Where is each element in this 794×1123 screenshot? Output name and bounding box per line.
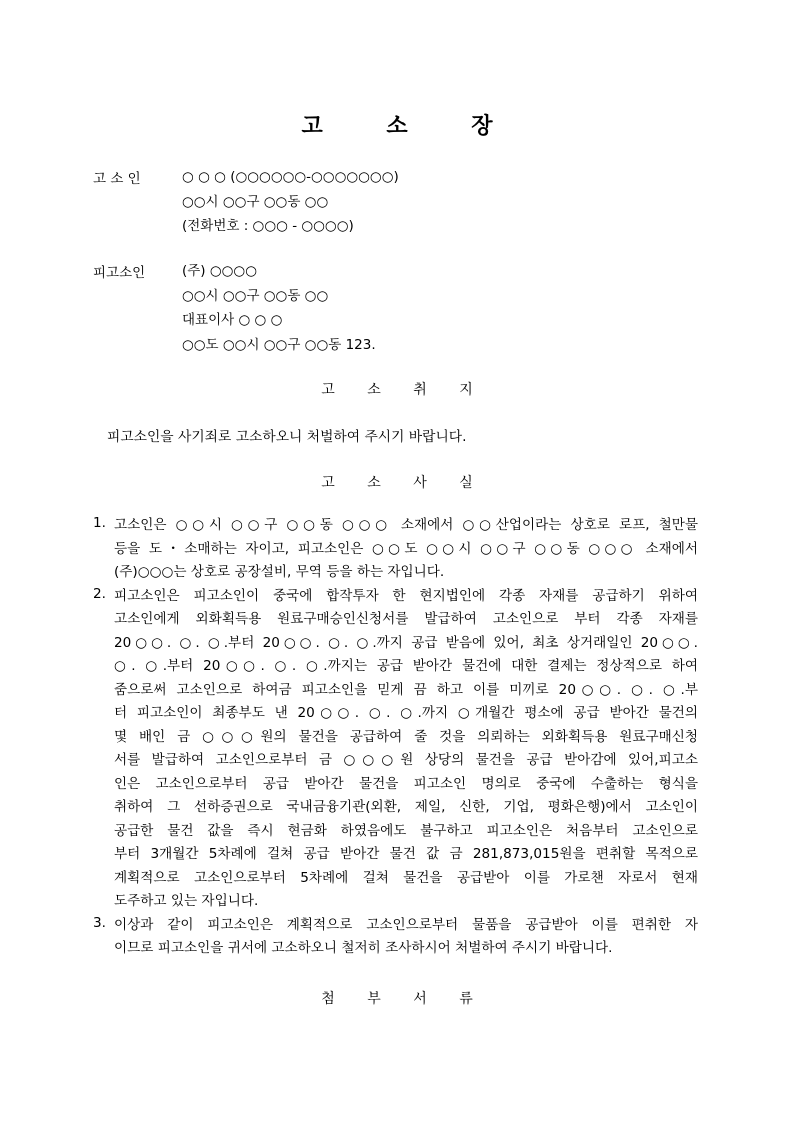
document-title: 고 소 장 [301,114,521,139]
fact-line: 부터 3개월간 5차례에 걸쳐 공급 받아간 물건 값 금 281,873,015원을 편취할 목적으로 [114,846,698,862]
fact-line: 인은 고소인으로부터 공급 받아간 물건을 피고소인 명의로 중국에 수출하는 형식을 [114,775,698,792]
fact-line: 이므로 피고소인을 귀서에 고소하오니 철저히 조사하시어 처벌하여 주시기 바랍니다. [114,940,613,956]
fact-line: 피고소인은 피고소인이 중국에 합작투자 한 현지법인에 각종 자재를 공급하기 위하여 [114,587,698,604]
accused-representative: 대표이사 ○ ○ ○ [182,312,283,328]
complainant-label: 고 소 인 [93,171,141,187]
facts-list [93,515,698,962]
fact-number: 1. [93,515,106,531]
accused-address: ○○시 ○○구 ○○동 ○○ [182,287,329,304]
fact-item-2 [93,586,698,915]
complainant-address: ○○시 ○○구 ○○동 ○○ [182,193,329,210]
fact-line: 등을 도・소매하는 자이고, 피고소인은 ○○도 ○○시 ○○구 ○○동 ○○○ 소재에서 [114,540,698,557]
fact-item-1 [93,515,698,586]
fact-line: 고소인에게 외화획득용 원료구매승인신청서를 발급하여 고소인으로 부터 각종 자재를 [114,611,698,627]
fact-line: 취하여 그 선하증권으로 국내금융기관(외환, 제일, 신한, 기업, 평화은행)에서 고소인이 [114,799,698,815]
fact-line: 공급한 물건 값을 즉시 현금화 하였음에도 불구하고 피고소인은 처음부터 고소인으로 [114,822,698,839]
fact-line: 터 피고소인이 최종부도 낸 20○○. ○. ○.까지 ○개월간 평소에 공급 받아간 물건의 [114,705,698,721]
fact-line: (주)○○○는 상호로 공장설비, 무역 등을 하는 자입니다. [114,564,445,580]
fact-number: 3. [93,914,106,931]
complainant-name: ○ ○ ○ (○○○○○○-○○○○○○○) [182,169,399,185]
facts-heading: 고 소 사 실 [321,475,487,491]
fact-line: 서를 발급하여 고소인으로부터 금 ○○○원 상당의 물건을 공급 받아감에 있어,피고소 [114,752,698,768]
attachments-heading: 첨 부 서 류 [321,991,487,1007]
fact-item-3 [93,915,698,962]
fact-number: 2. [93,585,106,602]
accused-representative-address: ○○도 ○○시 ○○구 ○○동 123. [182,336,376,353]
fact-line: 이상과 같이 피고소인은 계획적으로 고소인으로부터 물품을 공급받아 이를 편취한 자 [114,916,698,933]
fact-line: 20○○. ○. ○.부터 20○○. ○. ○.까지 공급 받음에 있어, 최초 상거래일인 20○○. [114,634,698,651]
purpose-text: 피고소인을 사기죄로 고소하오니 처벌하여 주시기 바랍니다. [107,429,467,445]
fact-line: 도주하고 있는 자입니다. [114,893,259,909]
accused-label: 피고소인 [93,265,146,281]
fact-line: 줌으로써 고소인으로 하여금 피고소인을 믿게 끔 하고 이를 미끼로 20○○. ○. ○.부 [114,681,698,698]
fact-line: 고소인은 ○○시 ○○구 ○○동 ○○○ 소재에서 ○○산업이라는 상호로 로프, 철만물 [114,517,698,533]
accused-company: (주) ○○○○ [182,263,257,279]
fact-line: 몇 배인 금 ○○○원의 물건을 공급하여 줄 것을 의뢰하는 외화획득용 원료구매신청 [114,728,698,745]
complainant-phone: (전화번호 : ○○○ - ○○○○) [182,218,354,234]
purpose-heading: 고 소 취 지 [321,382,487,398]
fact-line: 계획적으로 고소인으로부터 5차례에 걸쳐 물건을 공급받아 이를 가로챈 자로서 현재 [114,869,698,886]
fact-line: ○. ○.부터 20○○. ○. ○.까지는 공급 받아간 물건에 대한 결제는 정상적으로 하여 [114,658,698,674]
